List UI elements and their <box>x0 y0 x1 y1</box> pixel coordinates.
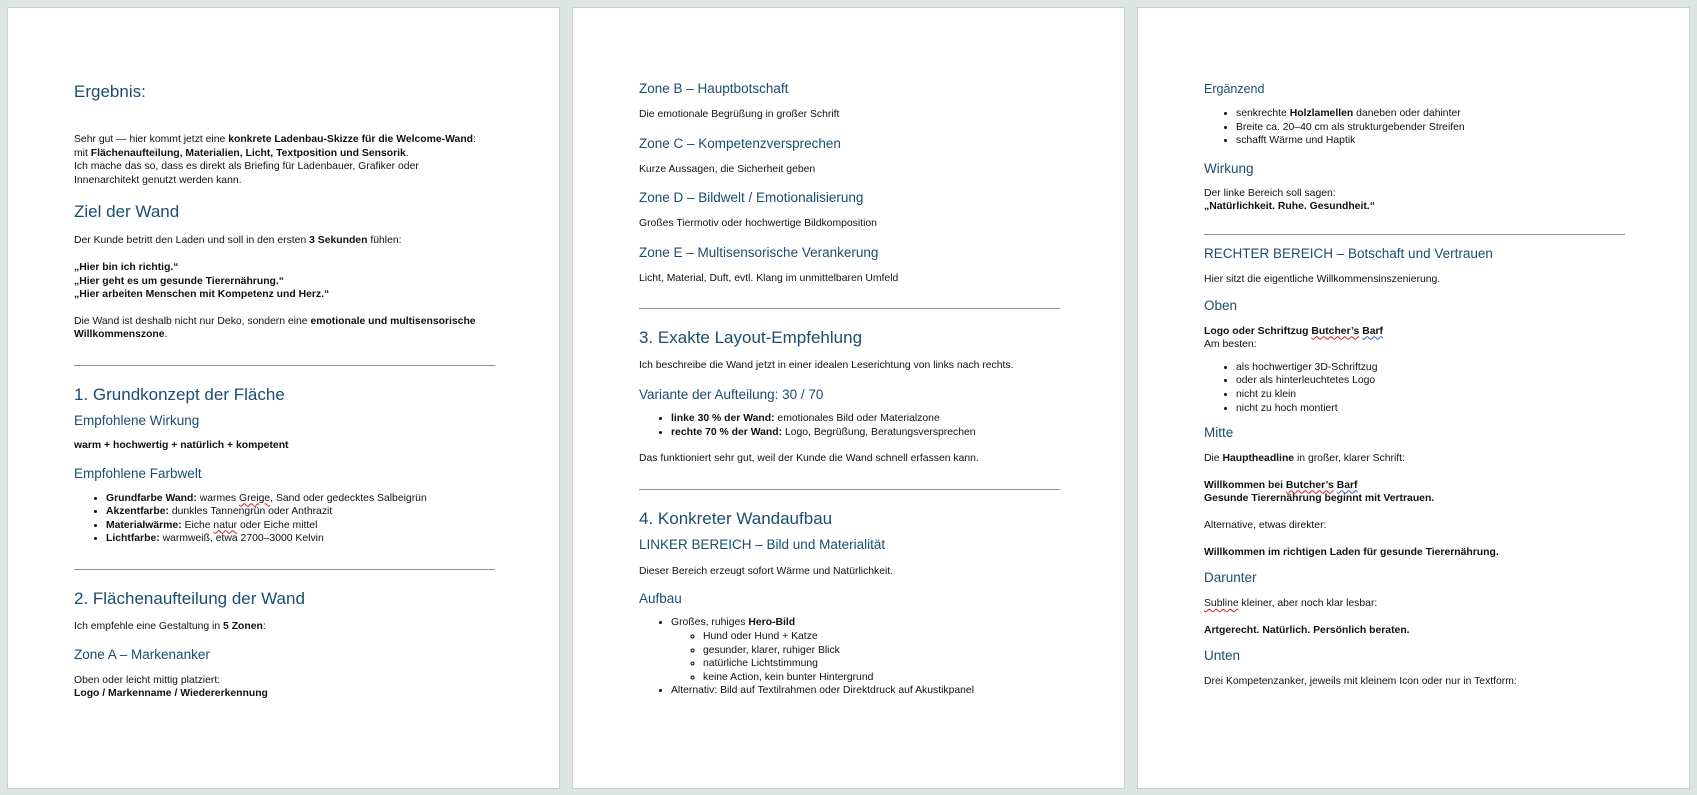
divider <box>639 489 1060 490</box>
ergaenzend-list <box>1204 107 1625 148</box>
list-item: • senkrechte Holzlamellen daneben oder dahinter <box>1236 107 1625 121</box>
rechter-text: Hier sitzt die eigentliche Willkommensinszenierung. <box>1204 273 1441 285</box>
section-heading-ziel: Ziel der Wand <box>74 202 180 222</box>
subheading-aufbau: Aufbau <box>639 591 682 607</box>
page-title: Ergebnis: <box>74 82 146 101</box>
subheading-wirkung: Empfohlene Wirkung <box>74 412 200 428</box>
section-heading-4: 4. Konkreter Wandaufbau <box>639 508 833 528</box>
subheading-variante: Variante der Aufteilung: 30 / 70 <box>639 386 824 402</box>
ziel-quotes: „Hier bin ich richtig.“ „Hier geht es um gesunde Tierernährung.“ „Hier arbeiten Menschen mit Kompetenz und Herz.“ <box>74 261 330 301</box>
zone-d-text: Großes Tiermotiv oder hochwertige Bildkomposition <box>639 218 877 230</box>
intro-paragraph: Sehr gut — hier kommt jetzt eine konkrete Ladenbau-Skizze für die Welcome-Wand: mit Flächenaufteilung, Materialien, Licht, Textposition und Sensorik. Ich mache das so, dass es direkt als Briefing für Ladenbauer, Grafiker oder Innenarchitekt genutzt werden kann. <box>74 134 476 186</box>
divider <box>74 569 495 570</box>
list-item: • Grundfarbe Wand: warmes Greige, Sand oder gedecktes Salbeigrün <box>106 492 495 506</box>
list-item: • Lichtfarbe: warmweiß, etwa 2700–3000 Kelvin <box>106 532 495 546</box>
variante-list <box>639 412 1060 439</box>
subheading-mitte: Mitte <box>1204 425 1234 441</box>
list-item: • Großes, ruhiges Hero-Bild ◦ Hund oder Hund + Katze ◦ gesunder, klarer, ruhiger Blick ◦ natürliche Lichtstimmung ◦ keine Action, kein bunter Hintergrund <box>671 616 1060 684</box>
ziel-text: Der Kunde betritt den Laden und soll in den ersten 3 Sekunden fühlen: <box>74 235 402 247</box>
section-heading-3: 3. Exakte Layout-Empfehlung <box>639 328 863 348</box>
ziel-close: Die Wand ist deshalb nicht nur Deko, sondern eine emotionale und multisensorische Willkommenszone. <box>74 315 476 341</box>
subheading-zone-b: Zone B – Hauptbotschaft <box>639 81 789 96</box>
list-item: • rechte 70 % der Wand: Logo, Begrüßung, Beratungsversprechen <box>671 426 1060 440</box>
zone-c-text: Kurze Aussagen, die Sicherheit geben <box>639 163 816 175</box>
subheading-wirkung: Wirkung <box>1204 160 1254 176</box>
divider <box>1204 234 1625 235</box>
subheading-zone-c: Zone C – Kompetenzversprechen <box>639 135 841 151</box>
wirkung-text: Der linke Bereich soll sagen: „Natürlichkeit. Ruhe. Gesundheit.“ <box>1204 187 1375 213</box>
aufbau-list <box>639 616 1060 698</box>
divider <box>639 308 1060 309</box>
zone-a-text: Oben oder leicht mittig platziert: Logo / Markenname / Wiedererkennung <box>74 674 268 700</box>
list-item: • Materialwärme: Eiche natur oder Eiche mittel <box>106 519 495 533</box>
mitte-headline: Willkommen bei Butcher’s Barf Gesunde Tierernährung beginnt mit Vertrauen. <box>1204 479 1435 505</box>
list-item: • nicht zu hoch montiert <box>1236 402 1625 416</box>
subheading-zone-a: Zone A – Markenanker <box>74 646 210 662</box>
oben-text: Logo oder Schriftzug Butcher’s Barf Am besten: <box>1204 325 1383 351</box>
wirkung-text: warm + hochwertig + natürlich + kompetent <box>74 439 289 451</box>
divider <box>74 365 495 366</box>
document-page-1 <box>7 7 560 789</box>
mitte-alt-text: Willkommen im richtigen Laden für gesunde Tierernährung. <box>1204 546 1499 558</box>
farbwelt-list <box>74 492 495 546</box>
subheading-zone-e: Zone E – Multisensorische Verankerung <box>639 244 879 260</box>
list-item: • Breite ca. 20–40 cm als strukturgebender Streifen <box>1236 121 1625 135</box>
list-item: • oder als hinterleuchtetes Logo <box>1236 374 1625 388</box>
list-item: • als hochwertiger 3D-Schriftzug <box>1236 361 1625 375</box>
zone-b-text: Die emotionale Begrüßung in großer Schrift <box>639 109 840 120</box>
document-page-3 <box>1137 7 1690 789</box>
subheading-linker-bereich: LINKER BEREICH – Bild und Materialität <box>639 536 886 552</box>
list-item: ◦ gesunder, klarer, ruhiger Blick <box>703 644 1060 658</box>
list-item: • schafft Wärme und Haptik <box>1236 134 1625 148</box>
document-page-2 <box>572 7 1125 789</box>
subheading-zone-d: Zone D – Bildwelt / Emotionalisierung <box>639 190 864 206</box>
list-item: • nicht zu klein <box>1236 388 1625 402</box>
mitte-text: Die Hauptheadline in großer, klarer Schrift: <box>1204 453 1405 465</box>
linker-text: Dieser Bereich erzeugt sofort Wärme und Natürlichkeit. <box>639 565 894 577</box>
list-item: • linke 30 % der Wand: emotionales Bild oder Materialzone <box>671 412 1060 426</box>
list-item: ◦ Hund oder Hund + Katze <box>703 630 1060 644</box>
subheading-unten: Unten <box>1204 648 1241 664</box>
mitte-alt: Alternative, etwas direkter: <box>1204 519 1327 531</box>
list-item: • Akzentfarbe: dunkles Tannengrün oder Anthrazit <box>106 505 495 519</box>
subheading-darunter: Darunter <box>1204 570 1257 586</box>
list-item: • Alternativ: Bild auf Textilrahmen oder Direktdruck auf Akustikpanel <box>671 684 1060 698</box>
darunter-subline: Artgerecht. Natürlich. Persönlich beraten. <box>1204 624 1410 636</box>
section-heading-1: 1. Grundkonzept der Fläche <box>74 384 285 404</box>
subheading-farbwelt: Empfohlene Farbwelt <box>74 465 202 481</box>
list-item: ◦ keine Action, kein bunter Hintergrund <box>703 671 1060 685</box>
zone-e-text: Licht, Material, Duft, evtl. Klang im unmittelbaren Umfeld <box>639 272 899 284</box>
oben-list <box>1204 361 1625 415</box>
aufbau-sublist <box>671 630 1060 684</box>
subheading-rechter-bereich: RECHTER BEREICH – Botschaft und Vertrauen <box>1204 245 1493 261</box>
section-heading-2: 2. Flächenaufteilung der Wand <box>74 588 305 608</box>
s2-text: Ich empfehle eine Gestaltung in 5 Zonen: <box>74 620 266 632</box>
s3-text: Ich beschreibe die Wand jetzt in einer idealen Leserichtung von links nach rechts. <box>639 360 1014 372</box>
subheading-oben: Oben <box>1204 297 1238 313</box>
list-item: ◦ natürliche Lichtstimmung <box>703 657 1060 671</box>
darunter-text: Subline kleiner, aber noch klar lesbar: <box>1204 598 1378 610</box>
unten-text: Drei Kompetenzanker, jeweils mit kleinem Icon oder nur in Textform: <box>1204 676 1517 688</box>
subheading-ergaenzend: Ergänzend <box>1204 82 1265 96</box>
s3-close: Das funktioniert sehr gut, weil der Kunde die Wand schnell erfassen kann. <box>639 453 979 465</box>
